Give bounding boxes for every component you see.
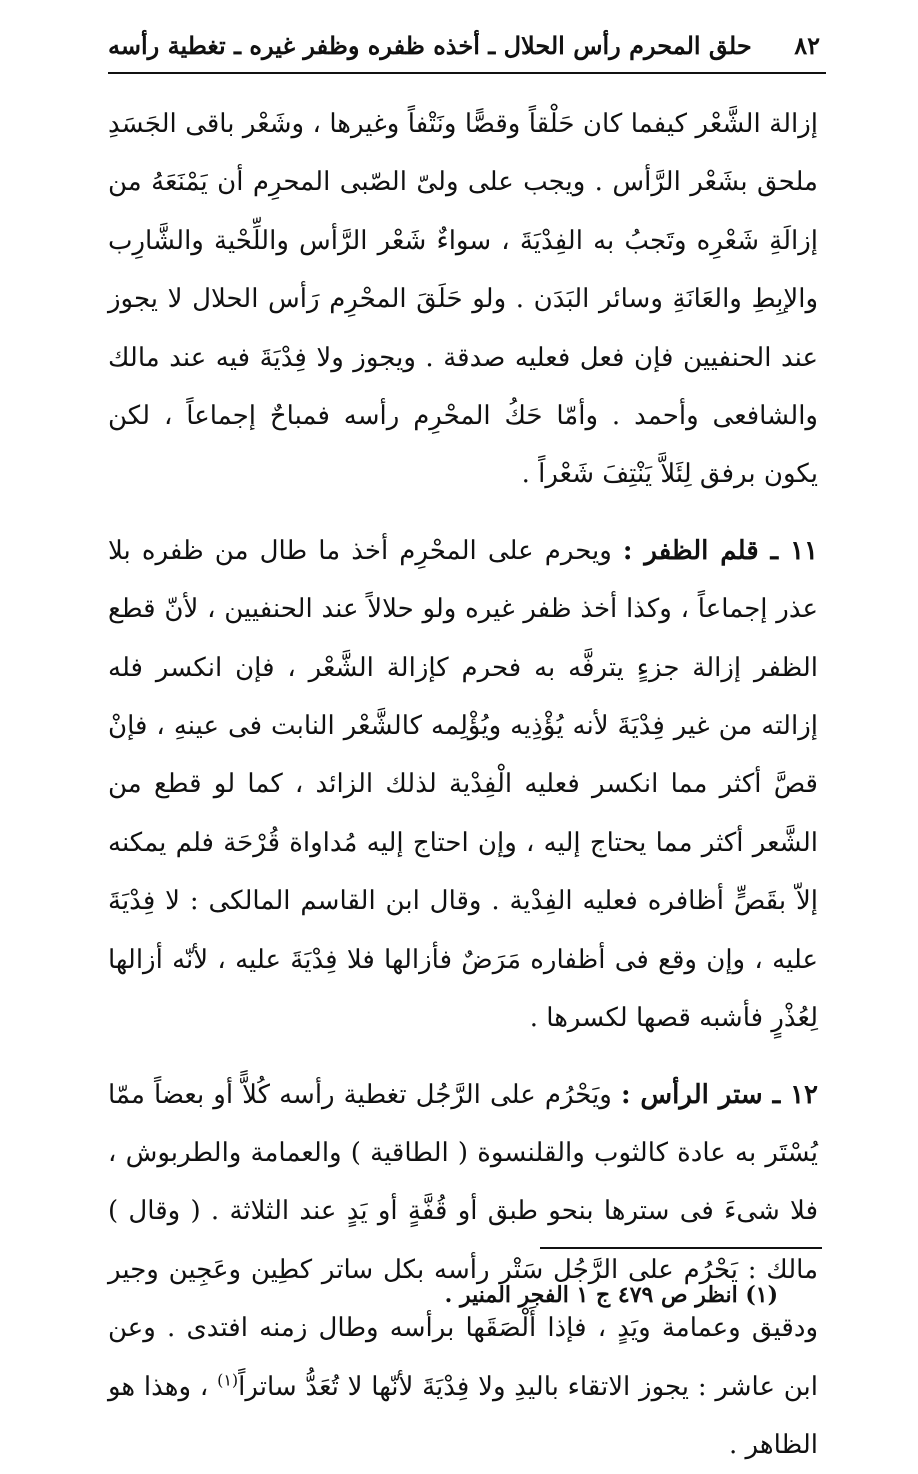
page-body bbox=[108, 95, 818, 1474]
paragraph-text: ويَحْرُم على الرَّجُل تغطية رأسه كُلاًّ أو بعضاً ممّا يُسْتَر به عادة كالثوب والقلنسوة ( الطاقية ) والعمامة والطربوش ، فلا شىءَ فى سترها بنحو طبق أو قُفَّةٍ أو يَدٍ عند الثلاثة . ( وقال ) مالك : يَحْرُم على الرَّجُل سَتْر رأسه بكل ساتر كطِين وعَجِين وجير ودقيق وعمامة ويَدٍ ، فإذا أَلْصَقَها برأسه وطال زمنه افتدى . وعن ابن عاشر : يجوز الاتقاء باليدِ ولا فِدْيَةَ لأنّها لا تُعَدُّ ساتراً bbox=[108, 1080, 818, 1402]
page-number: ٨٢ bbox=[794, 31, 820, 60]
paragraph-text: ويحرم على المحْرِم أخذ ما طال من ظفره بلا عذر إجماعاً ، وكذا أخذ ظفر غيره ولو حلالاً عند الحنفيين ، لأنّ قطع الظفر إزالة جزءٍ يترفَّه به فحرم كإزالة الشَّعْر ، فإن انكسر فله إزالته من غير فِدْيَةَ لأنه يُؤْذِيه ويُؤْلِمه كالشَّعْر النابت فى عينهِ ، فإنْ قصَّ أكثر مما انكسر فعليه الْفِدْية لذلك الزائد ، كما لو قطع من الشَّعر أكثر مما يحتاج إليه ، وإن احتاج إليه مُداواة قُرْحَة فلم يمكنه إلاّ بقَصٍّ أظافره فعليه الفِدْية . وقال ابن القاسم المالكى : لا فِدْيَةَ عليه ، وإن وقع فى أظفاره مَرَضٌ فأزالها فلا فِدْيَةَ عليه ، لأنّه أزالها لِعُذْرٍ فأشبه قصها لكسرها . bbox=[108, 536, 818, 1033]
page-header bbox=[108, 22, 820, 68]
footnote-divider bbox=[540, 1247, 822, 1249]
paragraph-text-tail: ، وهذا هو الظاهر . bbox=[108, 1372, 818, 1460]
section-heading-nail-clipping: ١١ ـ قلم الظفر : bbox=[623, 536, 818, 566]
paragraph-hair-removal bbox=[108, 95, 818, 504]
footnote: (١) انظر ص ٤٧٩ ج ١ الفجر المنير . bbox=[445, 1282, 778, 1308]
paragraph-nail-clipping bbox=[108, 522, 818, 1048]
header-divider bbox=[108, 72, 826, 74]
paragraph-text: إزالة الشَّعْر كيفما كان حَلْقاً وقصًّا ونَتْفاً وغيرها ، وشَعْر باقى الجَسَدِ ملحق بشَعْر الرَّأس . ويجب على ولىّ الصّبى المحرِم أن يَمْنَعَهُ من إزالَةِ شَعْرِه وتَجبُ به الفِدْيَةَ ، سواءٌ شَعْر الرَّأس واللِّحْية والشَّارِب والإبِطِ والعَانَةِ وسائر البَدَن . ولو حَلَقَ المحْرِم رَأس الحلال لا يجوز عند الحنفيين فإن فعل فعليه صدقة . ويجوز ولا فِدْيَةَ فيه عند مالك والشافعى وأحمد . وأمّا حَكُ المحْرِم رأسه فمباحٌ إجماعاً ، لكن يكون برفق لِئَلاَّ يَنْتِفَ شَعْراً . bbox=[108, 109, 818, 489]
paragraph-head-covering bbox=[108, 1066, 818, 1474]
section-heading-head-covering: ١٢ ـ ستر الرأس : bbox=[621, 1080, 818, 1110]
footnote-reference[interactable]: (١) bbox=[217, 1370, 238, 1389]
running-title: حلق المحرم رأس الحلال ـ أخذه ظفره وظفر غيره ـ تغطية رأسه bbox=[108, 31, 752, 60]
